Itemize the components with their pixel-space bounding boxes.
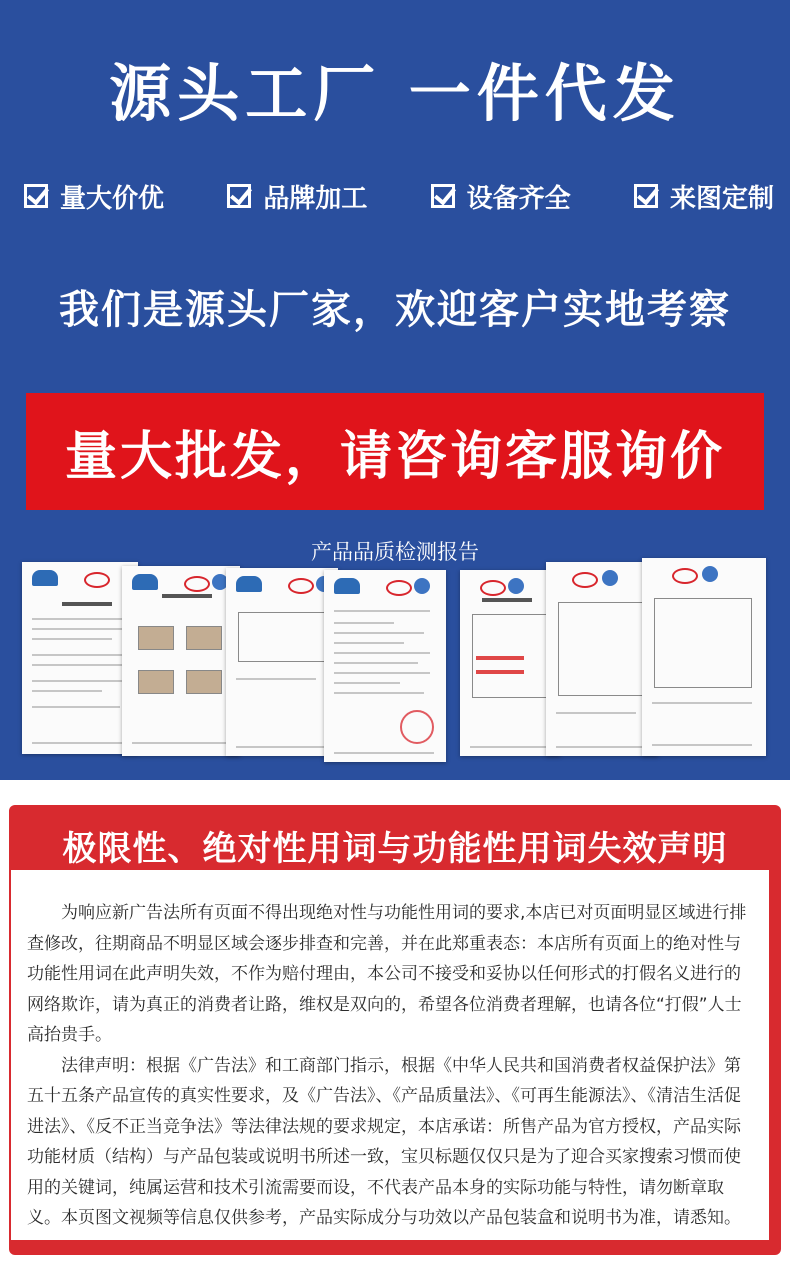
ma-logo-icon — [572, 572, 598, 588]
feature-label: 品牌加工 — [263, 183, 368, 214]
sample-photo — [186, 670, 222, 694]
report-image — [22, 562, 138, 754]
seal-icon — [414, 578, 430, 594]
report-image — [226, 568, 338, 756]
feature-item — [24, 178, 164, 215]
wholesale-banner-text: 量大批发，请咨询客服询价 — [64, 427, 725, 487]
seal-icon — [508, 578, 524, 594]
red-stamp-icon — [400, 710, 434, 744]
feature-list — [24, 176, 774, 216]
hap-logo-icon — [334, 578, 360, 594]
legal-statement-paragraph: 法律声明：根据《广告法》和工商部门指示，根据《中华人民共和国消费者权益保护法》第五十五条产品宣传的真实性要求，及《广告法》、《产品质量法》、《可再生能源法》、《清洁生活促进法》、《反不正当竞争法》等法律法规的要求规定，本店承诺：所售产品为官方授权，产品实际功能材质（结构）与产品包装或说明书所述一致，宝贝标题仅仅只是为了迎合买家搜索习惯而使用的关键词，纯属运营和技术引流需要而设，不代表产品本身的实际功能与特性，请勿断章取义。本页图文视频等信息仅供参考，产品实际成分与功效以产品包装盒和说明书为准，请悉知。 — [27, 1055, 741, 1228]
sample-photo — [186, 626, 222, 650]
disclaimer-paragraph: 为响应新广告法所有页面不得出现绝对性与功能性用词的要求,本店已对页面明显区域进行排查修改，往期商品不明显区域会逐步排查和完善，并在此郑重表态：本店所有页面上的绝对性与功能性用词在此声明失效，不作为赔付理由，本公司不接受和妥协以任何形式的打假名义进行的网络欺诈，请为真正的消费者让路，维权是双向的，希望各位消费者理解，也请各位“打假”人士高抬贵手。 — [27, 903, 747, 1045]
report-image — [460, 570, 560, 756]
feature-label: 设备齐全 — [466, 183, 571, 214]
disclaimer-title: 极限性、绝对性用词与功能性用词失效声明 — [62, 829, 728, 869]
disclaimer-body — [11, 870, 769, 1240]
feature-label: 来图定制 — [669, 183, 774, 214]
wholesale-banner — [26, 393, 764, 510]
ma-logo-icon — [386, 580, 412, 596]
ma-logo-icon — [480, 580, 506, 596]
report-image — [122, 566, 240, 756]
reports-title: 产品品质检测报告 — [311, 540, 479, 564]
feature-item — [227, 178, 367, 215]
checkbox-icon — [227, 184, 251, 208]
feature-item — [431, 178, 571, 215]
hap-logo-icon — [236, 576, 262, 592]
hap-logo-icon — [32, 570, 58, 586]
ma-logo-icon — [672, 568, 698, 584]
sample-photo — [138, 670, 174, 694]
checkbox-icon — [24, 184, 48, 208]
report-image — [324, 570, 446, 762]
ma-logo-icon — [288, 578, 314, 594]
checkbox-icon — [431, 184, 455, 208]
ma-logo-icon — [84, 572, 110, 588]
seal-icon — [602, 570, 618, 586]
report-image — [642, 558, 766, 756]
subtitle: 我们是源头厂家，欢迎客户实地考察 — [59, 287, 731, 333]
report-gallery — [18, 556, 772, 768]
feature-item — [634, 178, 774, 215]
sample-photo — [138, 626, 174, 650]
page-title: 源头工厂 一件代发 — [109, 57, 681, 130]
ma-logo-icon — [184, 576, 210, 592]
checkbox-icon — [634, 184, 658, 208]
feature-label: 量大价优 — [60, 183, 165, 214]
seal-icon — [702, 566, 718, 582]
hap-logo-icon — [132, 574, 158, 590]
